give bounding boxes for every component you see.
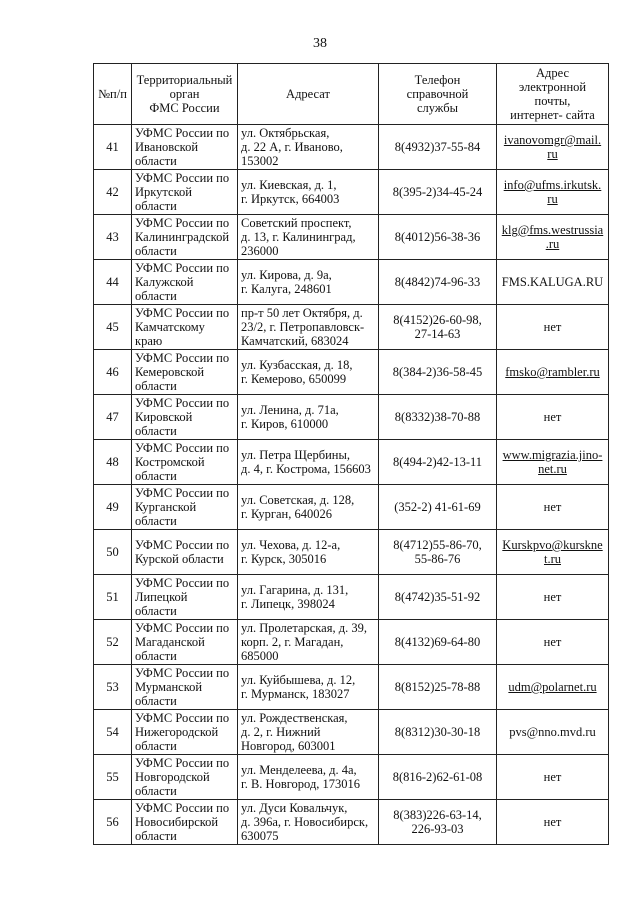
row-number: 54 <box>94 710 132 755</box>
row-phone: 8(383)226-63-14, 226-93-03 <box>379 800 497 845</box>
row-phone: 8(4742)35-51-92 <box>379 575 497 620</box>
row-address: ул. Куйбышева, д. 12, г. Мурманск, 183027 <box>238 665 379 710</box>
row-address: ул. Советская, д. 128, г. Курган, 640026 <box>238 485 379 530</box>
row-number: 44 <box>94 260 132 305</box>
row-organ: УФМС России по Мурманской области <box>132 665 238 710</box>
row-address: ул. Кирова, д. 9а, г. Калуга, 248601 <box>238 260 379 305</box>
row-number: 47 <box>94 395 132 440</box>
row-address: ул. Петра Щербины, д. 4, г. Кострома, 156603 <box>238 440 379 485</box>
row-email-link[interactable]: klg@fms.westrussia .ru <box>497 215 609 260</box>
row-phone: 8(4712)55-86-70, 55-86-76 <box>379 530 497 575</box>
table-row <box>94 755 609 800</box>
row-email-link[interactable]: ivanovomgr@mail. ru <box>497 125 609 170</box>
row-address: ул. Киевская, д. 1, г. Иркутск, 664003 <box>238 170 379 215</box>
table-row <box>94 485 609 530</box>
table-row <box>94 305 609 350</box>
row-address: ул. Дуси Ковальчук, д. 396а, г. Новосибирск, 630075 <box>238 800 379 845</box>
row-address: ул. Рождественская, д. 2, г. Нижний Новгород, 603001 <box>238 710 379 755</box>
row-organ: УФМС России по Новгородской области <box>132 755 238 800</box>
table-row <box>94 665 609 710</box>
row-phone: 8(4012)56-38-36 <box>379 215 497 260</box>
row-email: нет <box>497 575 609 620</box>
row-organ: УФМС России по Иркутской области <box>132 170 238 215</box>
table-row <box>94 350 609 395</box>
table-row <box>94 215 609 260</box>
row-organ: УФМС России по Кировской области <box>132 395 238 440</box>
row-email: нет <box>497 755 609 800</box>
header-addressee: Адресат <box>238 64 379 125</box>
header-row <box>94 64 609 125</box>
row-organ: УФМС России по Ивановской области <box>132 125 238 170</box>
row-email-link[interactable]: www.migrazia.jino- net.ru <box>497 440 609 485</box>
row-address: пр-т 50 лет Октября, д. 23/2, г. Петропавловск- Камчатский, 683024 <box>238 305 379 350</box>
row-email-link[interactable]: info@ufms.irkutsk. ru <box>497 170 609 215</box>
row-email: нет <box>497 305 609 350</box>
row-number: 56 <box>94 800 132 845</box>
table-row <box>94 530 609 575</box>
table-row <box>94 800 609 845</box>
table-row <box>94 395 609 440</box>
row-organ: УФМС России по Нижегородской области <box>132 710 238 755</box>
row-email-link[interactable]: udm@polarnet.ru <box>497 665 609 710</box>
row-phone: 8(395-2)34-45-24 <box>379 170 497 215</box>
row-organ: УФМС России по Магаданской области <box>132 620 238 665</box>
row-phone: 8(384-2)36-58-45 <box>379 350 497 395</box>
row-phone: 8(8332)38-70-88 <box>379 395 497 440</box>
row-address: ул. Гагарина, д. 131, г. Липецк, 398024 <box>238 575 379 620</box>
table-body <box>94 125 609 845</box>
header-organ: Территориальный орган ФМС России <box>132 64 238 125</box>
row-organ: УФМС России по Камчатскому краю <box>132 305 238 350</box>
row-phone: 8(4152)26-60-98, 27-14-63 <box>379 305 497 350</box>
row-number: 50 <box>94 530 132 575</box>
row-phone: 8(8152)25-78-88 <box>379 665 497 710</box>
table-row <box>94 170 609 215</box>
row-address: ул. Октябрьская, д. 22 А, г. Иваново, 153002 <box>238 125 379 170</box>
row-address: ул. Чехова, д. 12-а, г. Курск, 305016 <box>238 530 379 575</box>
row-email: нет <box>497 620 609 665</box>
row-number: 51 <box>94 575 132 620</box>
row-number: 41 <box>94 125 132 170</box>
row-email-link[interactable]: Kurskpvo@kurskne t.ru <box>497 530 609 575</box>
row-email: FMS.KALUGA.RU <box>497 260 609 305</box>
row-number: 52 <box>94 620 132 665</box>
row-phone: (352-2) 41-61-69 <box>379 485 497 530</box>
row-number: 42 <box>94 170 132 215</box>
table-header <box>94 64 609 125</box>
row-email: pvs@nno.mvd.ru <box>497 710 609 755</box>
fms-contacts-table <box>93 63 609 845</box>
table-row <box>94 710 609 755</box>
table-row <box>94 575 609 620</box>
row-organ: УФМС России по Калининградской области <box>132 215 238 260</box>
row-address: ул. Пролетарская, д. 39, корп. 2, г. Магадан, 685000 <box>238 620 379 665</box>
row-address: ул. Менделеева, д. 4а, г. В. Новгород, 173016 <box>238 755 379 800</box>
table-row <box>94 260 609 305</box>
row-phone: 8(816-2)62-61-08 <box>379 755 497 800</box>
row-phone: 8(4842)74-96-33 <box>379 260 497 305</box>
table-row <box>94 620 609 665</box>
row-organ: УФМС России по Новосибирской области <box>132 800 238 845</box>
row-phone: 8(494-2)42-13-11 <box>379 440 497 485</box>
table-row <box>94 440 609 485</box>
header-email: Адрес электронной почты, интернет- сайта <box>497 64 609 125</box>
row-organ: УФМС России по Липецкой области <box>132 575 238 620</box>
row-phone: 8(4932)37-55-84 <box>379 125 497 170</box>
row-address: ул. Ленина, д. 71а, г. Киров, 610000 <box>238 395 379 440</box>
row-number: 43 <box>94 215 132 260</box>
page-number: 38 <box>313 36 327 51</box>
row-organ: УФМС России по Курской области <box>132 530 238 575</box>
row-organ: УФМС России по Костромской области <box>132 440 238 485</box>
row-address: ул. Кузбасская, д. 18, г. Кемерово, 650099 <box>238 350 379 395</box>
header-num: №п/п <box>94 64 132 125</box>
row-organ: УФМС России по Кемеровской области <box>132 350 238 395</box>
row-phone: 8(4132)69-64-80 <box>379 620 497 665</box>
row-organ: УФМС России по Калужской области <box>132 260 238 305</box>
row-organ: УФМС России по Курганской области <box>132 485 238 530</box>
row-number: 48 <box>94 440 132 485</box>
row-email: нет <box>497 485 609 530</box>
table-row <box>94 125 609 170</box>
row-phone: 8(8312)30-30-18 <box>379 710 497 755</box>
row-email: нет <box>497 800 609 845</box>
row-number: 45 <box>94 305 132 350</box>
row-number: 55 <box>94 755 132 800</box>
row-number: 46 <box>94 350 132 395</box>
row-address: Советский проспект, д. 13, г. Калининград, 236000 <box>238 215 379 260</box>
header-phone: Телефон справочной службы <box>379 64 497 125</box>
row-email-link[interactable]: fmsko@rambler.ru <box>497 350 609 395</box>
row-number: 49 <box>94 485 132 530</box>
row-email: нет <box>497 395 609 440</box>
row-number: 53 <box>94 665 132 710</box>
